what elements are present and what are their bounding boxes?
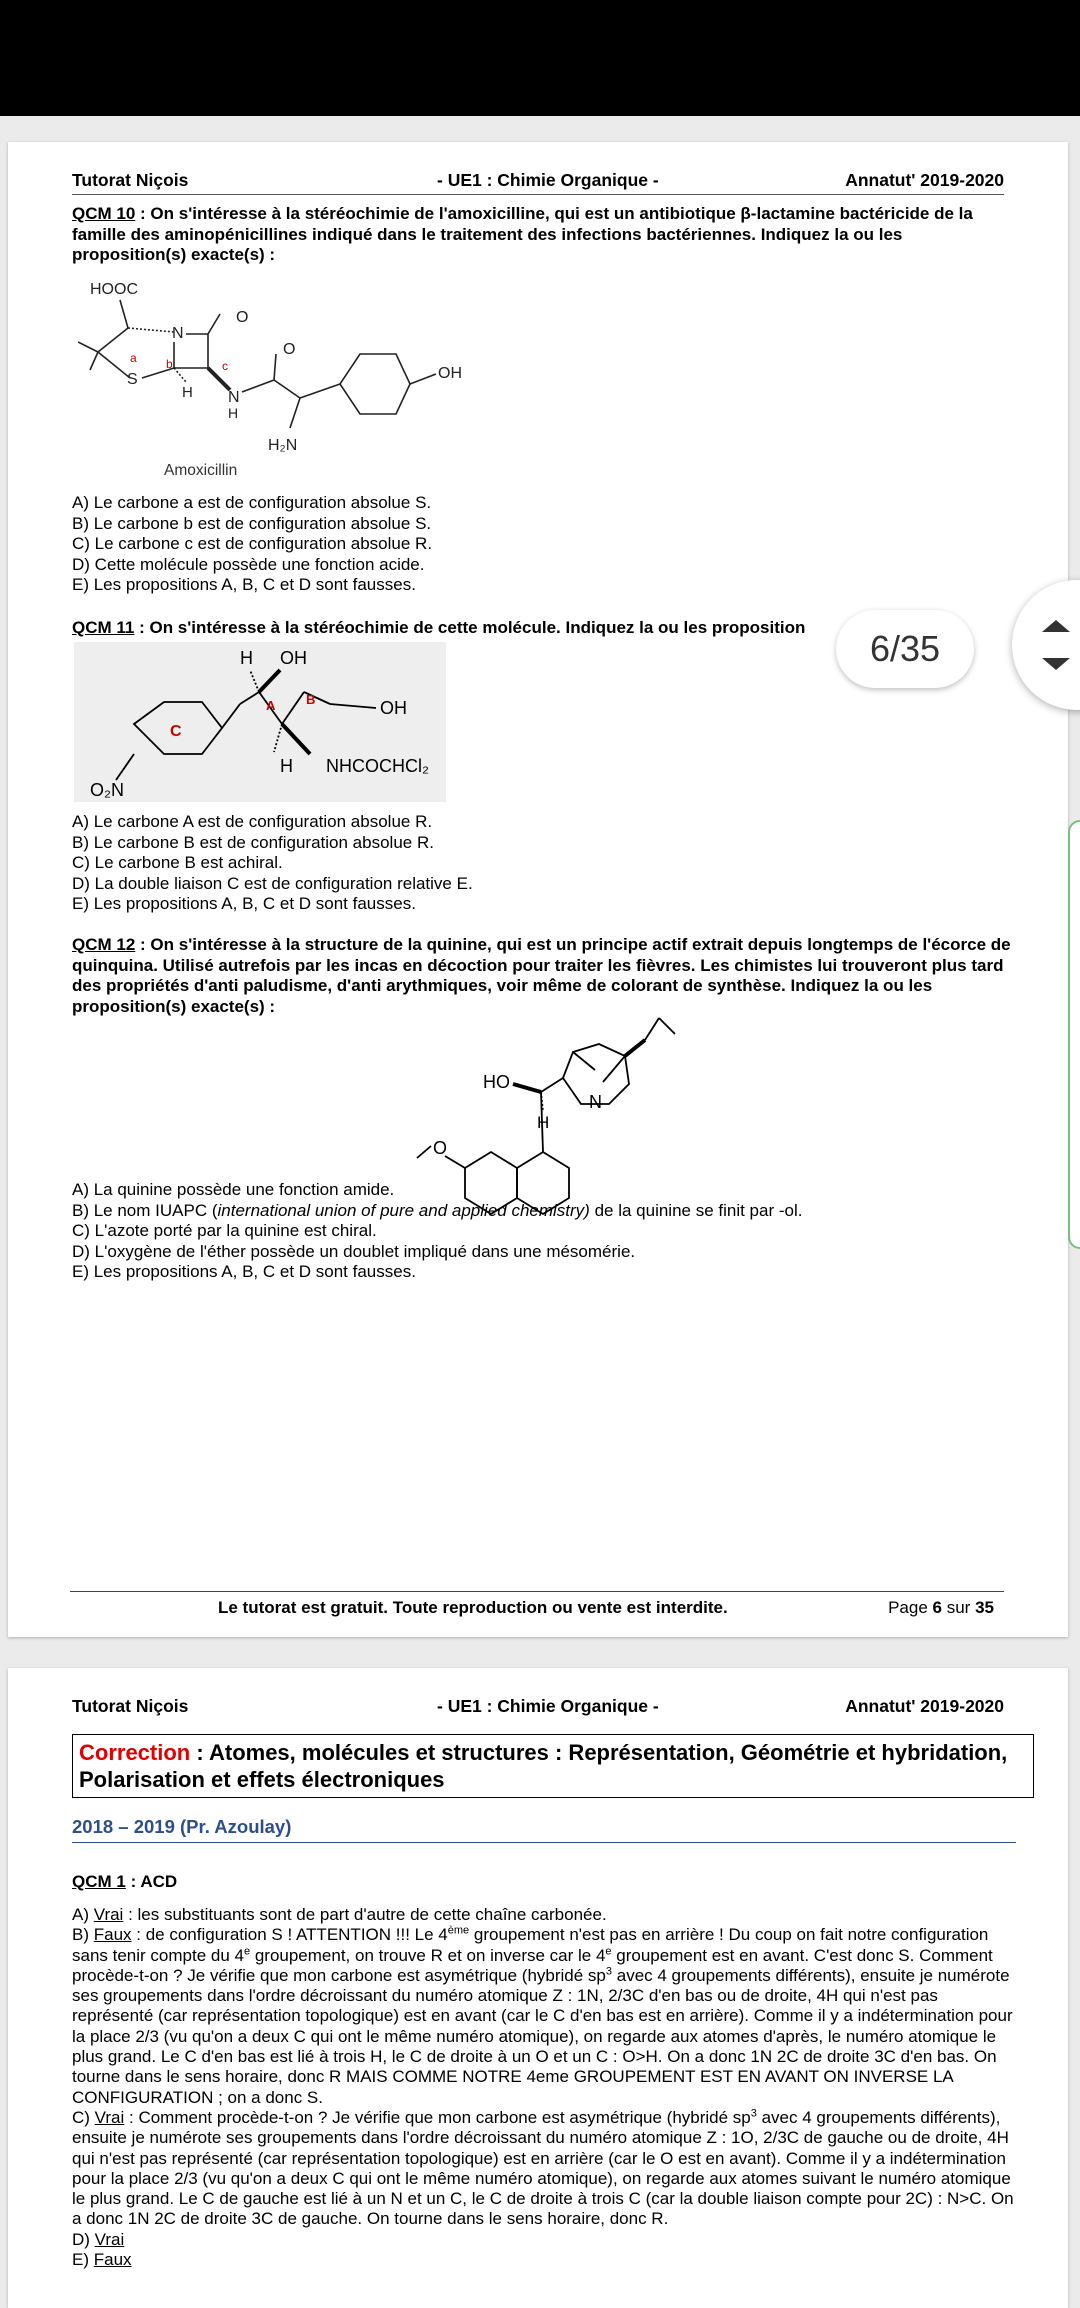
q11-B-label: B (306, 692, 316, 707)
correction-e-label: E) (72, 2250, 94, 2270)
correction-title: : Atomes, molécules et structures : Représentation, Géométrie et hybridation, Polarisation et effets électroniques (79, 1740, 1008, 1792)
correction-d-label: D) (72, 2229, 95, 2249)
qcm12-option-b-italic: international union of pure and applied chemistry) (217, 1200, 590, 1220)
q11-bond (330, 704, 376, 708)
quinine-ho-label: HO (483, 1072, 510, 1092)
q11-oh-right-label: OH (380, 698, 407, 718)
quinine-h-label: H (537, 1113, 550, 1132)
quinine-structure (403, 1012, 713, 1332)
q11-bond (116, 754, 134, 780)
qcm12-text: : On s'intéresse à la structure de la quinine, qui est un principe actif extrait depuis longtemps de l'écorce de quinquina. Utilisé autrefois par les incas en décoction pour traiter les fièvres. Les chimistes lui trouveront plus tard des propriétés d'anti paludisme, d'anti arythmiques, voir même de colorant de synthèse. Indiquez la ou les proposition(s) exacte(s) : (72, 935, 1011, 1016)
q11-wedge (259, 670, 280, 692)
q11-A-label: A (266, 698, 276, 713)
amox-o1-label: O (236, 309, 249, 326)
amox-bond (242, 380, 274, 392)
header-center: - UE1 : Chimie Organique - (437, 170, 659, 190)
qcm1-number: QCM 1 (72, 1872, 126, 1891)
correction-b-sup: e (243, 1944, 251, 1957)
correction-a-verdict: Vrai (93, 1905, 124, 1924)
correction-a-label: A) (72, 1905, 94, 1924)
correction-e (72, 2250, 1017, 2270)
correction-a-text: : les substituants sont de part d'autre de cette chaîne carbonée. (123, 1905, 607, 1924)
document-page-6 (8, 142, 1068, 1637)
qcm1-answer: : ACD (125, 1872, 178, 1891)
qcm12-option-b (72, 1201, 802, 1222)
correction-c-sup: 3 (750, 2107, 757, 2120)
qcm11-question (72, 618, 862, 639)
q11-h-top-label: H (240, 648, 253, 668)
quinine-bond (445, 1156, 465, 1168)
qcm11-option-a: A) Le carbone A est de configuration absolue R. (72, 812, 433, 831)
amox-bond (90, 352, 98, 370)
footer-total-pages: 35 (975, 1598, 994, 1617)
correction-d (72, 2230, 1017, 2250)
amox-bond (208, 314, 220, 334)
qcm10-text: : On s'intéresse à la stéréochimie de l'amoxicilline, qui est un antibiotique β-lactamine bactéricide de la famille des aminopénicillines indiqué dans le traitement des infections bactériennes. Indiquez la ou les proposition(s) exacte(s) : (72, 204, 973, 264)
qcm10-option-d: D) Cette molécule possède une fonction acide. (72, 554, 425, 574)
amox-nh-h-label: H (228, 405, 239, 421)
correction-b-text: groupement est en avant. C'est donc S. Comment procède-t-on ? Je vérifie que mon carbone est asymétrique (hybridé sp (72, 1945, 993, 1985)
qcm11-option-b: B) Le carbone B est de configuration absolue R. (72, 832, 434, 852)
qcm12-option-c: C) L'azote porté par la quinine est chiral. (72, 1221, 377, 1240)
correction-b-text: avec 4 groupements différents), ensuite je numérote ses groupements dans l'ordre décroissant du numéro atomique Z : 1N, 2/3C d'en bas ou de droite, 4H qui n'est pas représenté (car représentation topologique) est en avant (car le C d'en bas est en arrière). Comme il y a indétermination pour la place 2/3 (vu qu'on a deux C qui ont le même numéro atomique), on regarde aux atomes d'après, le numéro atomique le plus grand. Le C d'en bas est lié à trois H, le C de droite à un O et un C : O>H. On a donc 1N 2C de droite 3C d'en bas. On tourne dans le sens horaire, donc R MAIS COMME NOTRE 4eme GROUPEMENT EST EN AVANT ON INVERSE LA CONFIGURATION ; on a donc S. (72, 1965, 1013, 2107)
correction-c-verdict: Vrai (94, 2107, 125, 2127)
amox-oh-label: OH (438, 365, 462, 382)
correction-b-verdict: Faux (93, 1925, 132, 1945)
q11-oh-top-label: OH (280, 648, 307, 668)
amox-n-label: N (172, 325, 184, 342)
qcm11-option-c: C) Le carbone B est achiral. (72, 853, 283, 872)
amox-bond (274, 354, 276, 380)
header-left: Tutorat Niçois (72, 170, 189, 190)
amox-phenyl-ring (340, 354, 410, 414)
qcm11-option-d: D) La double liaison C est de configuration relative E. (72, 873, 473, 893)
quinine-bond (573, 1052, 595, 1070)
page-counter-badge: 6/35 (836, 610, 974, 688)
qcm12-option-e: E) Les propositions A, B, C et D sont fausses. (72, 1262, 416, 1281)
correction-a (72, 1905, 1017, 1925)
qcm10-option-c: C) Le carbone c est de configuration absolue R. (72, 534, 433, 553)
amox-a-label: a (130, 351, 137, 365)
amox-bond (128, 328, 174, 332)
side-panel-tab[interactable] (1068, 820, 1080, 1249)
header-right: Annatut' 2019-2020 (845, 170, 1004, 190)
correction-c (72, 2108, 1017, 2230)
qcm12-option-a: A) La quinine possède une fonction amide. (72, 1180, 395, 1199)
amox-c-label: c (222, 359, 228, 373)
qcm12-options (72, 1180, 802, 1283)
qcm12-option-d: D) L'oxygène de l'éther possède un doublet impliqué dans une mésomérie. (72, 1241, 636, 1261)
qcm12-number: QCM 12 (72, 935, 136, 954)
amox-o2-label: O (283, 341, 296, 358)
q11-hash-bond (250, 670, 259, 692)
correction-b (72, 1925, 1017, 2108)
amoxicillin-caption: Amoxicillin (164, 462, 238, 479)
qcm12-question (72, 935, 1017, 1017)
qcm11-option-e: E) Les propositions A, B, C et D sont fausses. (72, 894, 416, 913)
correction-c-label: C) (72, 2107, 95, 2127)
footer-notice: Le tutorat est gratuit. Toute reproduction ou vente est interdite. (218, 1598, 728, 1617)
correction-b-text: groupement, on trouve R et on inverse car le 4 (250, 1945, 606, 1965)
quinine-bond (541, 1078, 563, 1092)
quinine-n-label: N (589, 1092, 602, 1112)
header-left: Tutorat Niçois (72, 1696, 189, 1716)
qcm10-option-a: A) Le carbone a est de configuration absolue S. (72, 493, 432, 512)
document-page-7 (8, 1668, 1068, 2308)
correction-b-sup: ème (447, 1924, 470, 1937)
amox-bond (300, 384, 340, 398)
amox-s-label: S (127, 371, 138, 388)
amox-bond (98, 352, 130, 378)
footer-page-number (888, 1598, 994, 1618)
amox-bond (274, 380, 300, 398)
qcm10-question (72, 204, 1012, 266)
amoxicillin-structure (78, 270, 498, 470)
qcm10-number: QCM 10 (72, 204, 136, 223)
header-right: Annatut' 2019-2020 (845, 1696, 1004, 1716)
qcm1-answer-heading (72, 1872, 1017, 1892)
status-bar (0, 0, 1080, 116)
q11-o2n-label: O₂N (90, 780, 124, 800)
q11-C-label: C (170, 723, 182, 740)
amox-nh2-label: H₂N (268, 437, 298, 454)
correction-word: Correction (79, 1740, 191, 1765)
quinine-bond (417, 1146, 431, 1158)
page-header (72, 170, 1004, 195)
correction-e-verdict: Faux (93, 2250, 132, 2270)
footer-page-word: Page (888, 1598, 928, 1617)
quinine-o-label: O (433, 1138, 448, 1158)
amox-bond (78, 342, 98, 352)
q11-h-bottom-label: H (280, 756, 293, 776)
qcm10-option-b: B) Le carbone b est de configuration absolue S. (72, 513, 432, 533)
correction-b-label: B) (72, 1925, 94, 1945)
scroll-arrows-icon (1034, 580, 1080, 710)
year-heading: 2018 – 2019 (Pr. Azoulay) (72, 1816, 1016, 1843)
page-header (72, 1696, 1004, 1720)
amox-bond (174, 368, 186, 382)
correction-b-text: groupement n'est pas en arrière ! Du coup on fait notre configuration sans tenir compte du 4 (72, 1925, 989, 1965)
quinine-vinyl (659, 1018, 675, 1034)
amox-h-label: H (182, 384, 193, 401)
qcm11-number: QCM 11 (72, 618, 135, 637)
qcm10-option-e: E) Les propositions A, B, C et D sont fausses. (72, 575, 416, 594)
amox-bond (120, 300, 128, 328)
header-center: - UE1 : Chimie Organique - (437, 1696, 659, 1716)
amox-hooc-label: HOOC (90, 281, 138, 298)
correction-c-text: : Comment procède-t-on ? Je vérifie que mon carbone est asymétrique (hybridé sp (124, 2107, 751, 2127)
q11-nhcochcl2-label: NHCOCHCl₂ (326, 756, 429, 776)
correction-title-box (72, 1734, 1034, 1798)
qcm12-option-b-end: de la quinine se finit par -ol. (589, 1200, 803, 1220)
qcm11-text: : On s'intéresse à la stéréochimie de cette molécule. Indiquez la ou les proposition (134, 618, 806, 637)
qcm11-structure (74, 642, 446, 802)
amox-bond (410, 374, 436, 384)
q11-bond (222, 704, 240, 728)
qcm1-correction-body (72, 1905, 1017, 2270)
q11-bond (240, 692, 259, 704)
amox-b-label: b (166, 357, 173, 371)
footer-current-page: 6 (932, 1598, 942, 1617)
quinine-bond (603, 1056, 625, 1082)
correction-c-text: avec 4 groupements différents), ensuite je numérote ses groupements dans l'ordre décroissant du numéro atomique Z : 1O, 2/3C de gauche ou de droite, 4H qui n'est pas représenté (car représentation topologique) est en arrière (car le O est en avant). Comme il y a indétermination pour la place 2/3 (vu qu'on a deux C qui ont le même numéro atomique), on regarde aux atomes suivant le numéro atomique le plus grand. Le C de gauche est lié à un N et un C, le C de droite à trois C (car la double liaison compte pour 2C) : N>C. On a donc 1N 2C de droite 3C de gauche. On tourne dans le sens horaire, donc R. (72, 2107, 1014, 2229)
correction-d-verdict: Vrai (94, 2229, 125, 2249)
page-footer (70, 1591, 1004, 1622)
qcm11-options (72, 812, 473, 915)
q11-bond (282, 692, 304, 724)
amox-nh-n-label: N (228, 389, 240, 406)
qcm10-options (72, 493, 432, 596)
footer-sur: sur (946, 1598, 971, 1617)
amox-bond (98, 328, 128, 352)
quinine-wedge (625, 1040, 645, 1056)
quinine-wedge (513, 1084, 541, 1092)
correction-b-text: : de configuration S ! ATTENTION !!! Le 4 (131, 1925, 448, 1945)
q11-wedge (282, 724, 310, 754)
correction-b-sup: e (605, 1944, 612, 1957)
q11-hash-bond (274, 724, 282, 752)
qcm12-option-b-start: B) Le nom IUAPC ( (72, 1200, 218, 1220)
correction-b-sup: 3 (605, 1965, 613, 1978)
amox-bond (290, 398, 300, 428)
quinine-vinyl (645, 1018, 659, 1040)
